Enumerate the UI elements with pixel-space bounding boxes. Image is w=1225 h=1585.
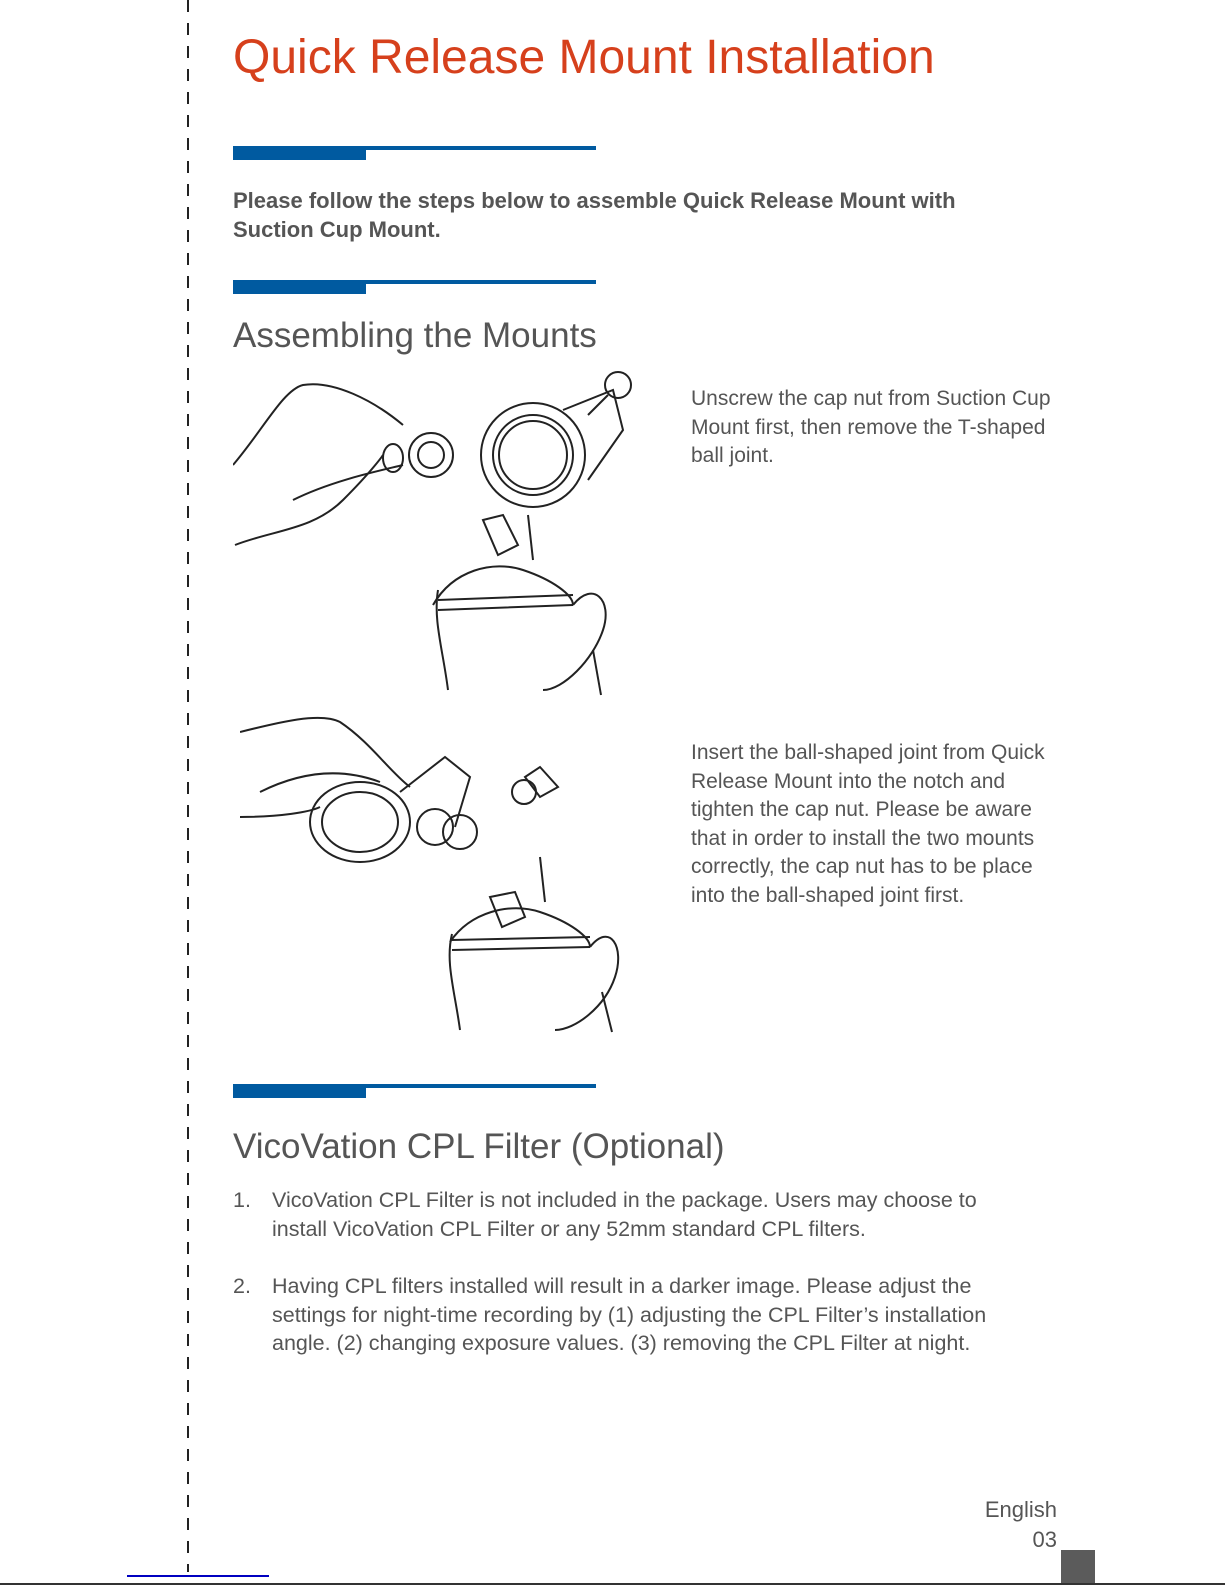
section-divider bbox=[233, 146, 596, 160]
list-text: VicoVation CPL Filter is not included in the package. Users may choose to install VicoVation CPL Filter or any 52mm standard CPL filters. bbox=[272, 1188, 977, 1241]
list-item bbox=[233, 1186, 1013, 1243]
page-number: 03 bbox=[1032, 1527, 1057, 1552]
list-item bbox=[233, 1272, 1013, 1358]
step-1-text: Unscrew the cap nut from Suction Cup Mount first, then remove the T-shaped ball joint. bbox=[691, 387, 1051, 468]
insert-ball-joint-illustration bbox=[240, 712, 630, 1037]
list-number: 2. bbox=[233, 1274, 251, 1299]
cut-line bbox=[187, 0, 189, 1572]
intro-text: Please follow the steps below to assemble Quick Release Mount with Suction Cup Mount. bbox=[233, 188, 956, 242]
list-text: Having CPL filters installed will result in a darker image. Please adjust the settings for night-time recording by (1) adjusting the CPL Filter’s installation angle. (2) changing exposure values. (3) removing the CPL Filter at night. bbox=[272, 1274, 987, 1356]
section-divider bbox=[233, 280, 596, 294]
cpl-filter-list bbox=[233, 1186, 1013, 1358]
page-tab-marker bbox=[1061, 1550, 1095, 1585]
language-label: English bbox=[984, 1497, 1057, 1522]
section-heading-cpl-filter: VicoVation CPL Filter (Optional) bbox=[233, 1127, 725, 1166]
section-divider bbox=[233, 1084, 596, 1098]
unscrew-cap-nut-illustration bbox=[233, 370, 633, 700]
edge-mark bbox=[127, 1575, 269, 1577]
step-2-text: Insert the ball-shaped joint from Quick Release Mount into the notch and tighten the cap nut. Please be aware that in order to install the two mounts correctly, the cap nut has to be place into the ball-shaped joint first. bbox=[691, 741, 1045, 907]
page-title: Quick Release Mount Installation bbox=[233, 31, 935, 84]
list-number: 1. bbox=[233, 1188, 251, 1212]
section-heading-assembling: Assembling the Mounts bbox=[233, 316, 597, 355]
